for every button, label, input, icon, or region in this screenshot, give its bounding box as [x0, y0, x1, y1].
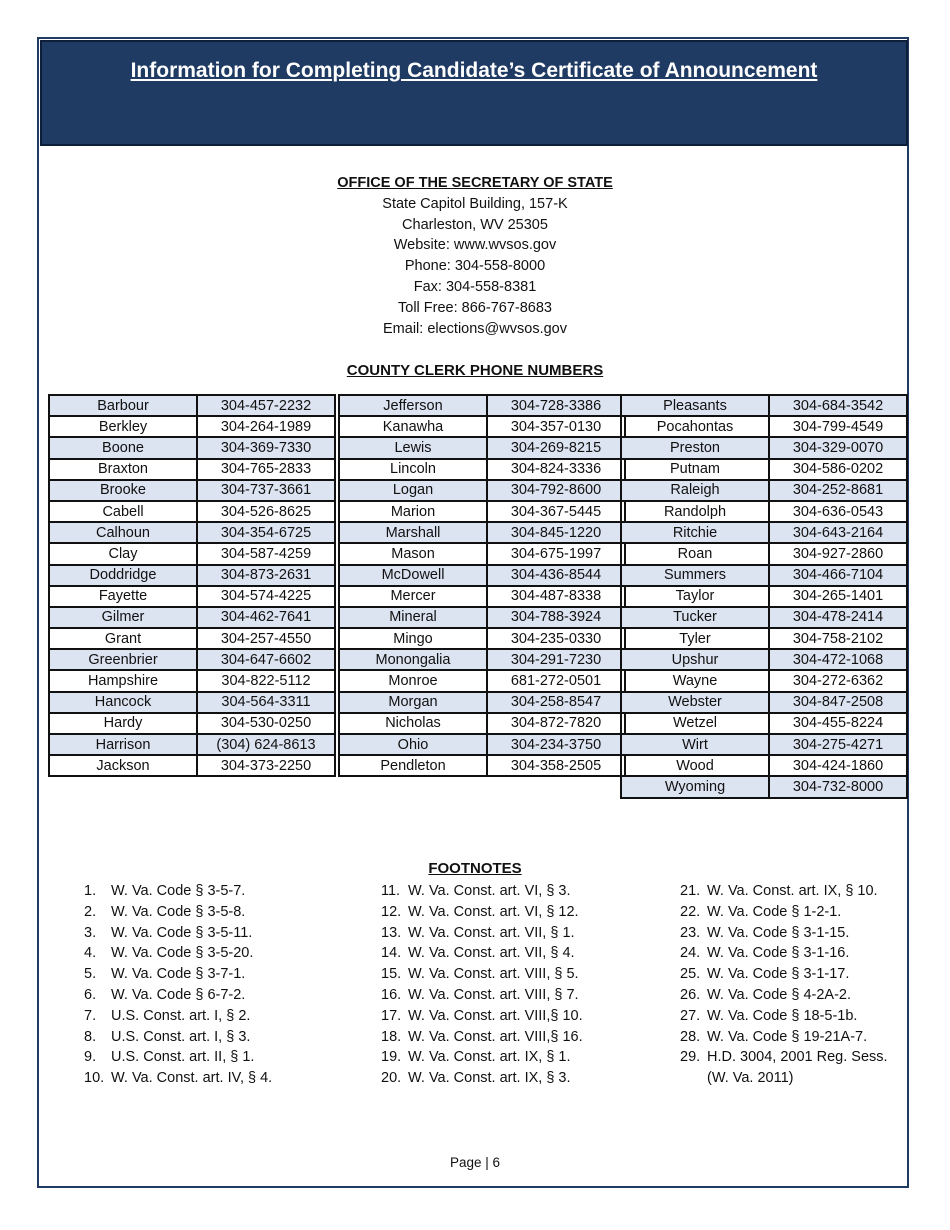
- county-name: Clay: [49, 543, 197, 564]
- county-row: [339, 755, 625, 776]
- county-name: Lincoln: [339, 459, 487, 480]
- county-row: [621, 692, 907, 713]
- footnote-number: 24.: [680, 945, 701, 962]
- county-phone: 304-257-4550: [197, 628, 335, 649]
- footnote-item: [680, 1006, 900, 1027]
- footnote-number: 29.: [680, 1049, 701, 1066]
- footnote-number: 3.: [84, 924, 97, 941]
- county-phone: 304-574-4225: [197, 586, 335, 607]
- county-phone: 304-788-3924: [487, 607, 625, 628]
- office-heading: OFFICE OF THE SECRETARY OF STATE: [337, 175, 613, 191]
- footnote-item: [680, 985, 900, 1006]
- county-phone: 304-252-8681: [769, 480, 907, 501]
- county-row: [49, 607, 335, 628]
- county-phone: 304-457-2232: [197, 395, 335, 416]
- county-row: [49, 755, 335, 776]
- county-clerk-heading: COUNTY CLERK PHONE NUMBERS: [346, 362, 604, 379]
- footnote-item: [680, 964, 900, 985]
- county-phone: 304-758-2102: [769, 628, 907, 649]
- county-row: [49, 713, 335, 734]
- county-row: [49, 437, 335, 458]
- county-name: Harrison: [49, 734, 197, 755]
- county-row: [621, 459, 907, 480]
- county-name: Morgan: [339, 692, 487, 713]
- county-row: [621, 480, 907, 501]
- county-name: Mason: [339, 543, 487, 564]
- county-row: [621, 649, 907, 670]
- footnote-number: 13.: [381, 924, 402, 941]
- footnote-number: 11.: [381, 883, 401, 899]
- footnote-number: 10.: [84, 1070, 105, 1087]
- county-row: [621, 670, 907, 691]
- footnotes-column-3: [680, 881, 900, 1089]
- footnote-item: [381, 1006, 583, 1027]
- county-row: [339, 501, 625, 522]
- footnote-text: W. Va. Code § 3-7-1.: [111, 966, 246, 983]
- county-phone: 304-455-8224: [769, 713, 907, 734]
- footnotes-column-1: [84, 881, 272, 1089]
- footnote-item: [381, 902, 583, 923]
- county-phone: 304-265-1401: [769, 586, 907, 607]
- county-row: [49, 565, 335, 586]
- county-row: [339, 416, 625, 437]
- county-phone: 304-264-1989: [197, 416, 335, 437]
- footnote-number: 4.: [84, 945, 97, 962]
- footnote-number: 2.: [84, 903, 97, 920]
- county-row: [49, 670, 335, 691]
- county-name: Marshall: [339, 522, 487, 543]
- county-phone: 304-822-5112: [197, 670, 335, 691]
- county-row: [339, 522, 625, 543]
- footnote-text: W. Va. Const. art. VI, § 12.: [408, 903, 579, 920]
- county-row: [621, 543, 907, 564]
- county-name: Wayne: [621, 670, 769, 691]
- footnote-item: [381, 881, 583, 902]
- county-name: McDowell: [339, 565, 487, 586]
- footnote-item: [680, 923, 900, 944]
- footnote-number: 6.: [84, 986, 97, 1003]
- county-name: Doddridge: [49, 565, 197, 586]
- footnote-item: [381, 923, 583, 944]
- county-row: [339, 607, 625, 628]
- footnote-text: W. Va. Const. art. VI, § 3.: [408, 883, 571, 899]
- footnote-number: 23.: [680, 924, 701, 941]
- county-name: Monongalia: [339, 649, 487, 670]
- county-phone: 304-436-8544: [487, 565, 625, 586]
- county-row: [621, 713, 907, 734]
- county-row: [339, 437, 625, 458]
- footnote-text: W. Va. Const. art. VIII, § 7.: [408, 986, 579, 1003]
- page-number: Page | 6: [449, 1155, 501, 1170]
- county-phone: 304-291-7230: [487, 649, 625, 670]
- county-name: Tucker: [621, 607, 769, 628]
- county-name: Webster: [621, 692, 769, 713]
- county-phone: 304-272-6362: [769, 670, 907, 691]
- footnote-number: 20.: [381, 1070, 402, 1087]
- county-name: Gilmer: [49, 607, 197, 628]
- county-row: [621, 586, 907, 607]
- footnote-item: [84, 1068, 272, 1089]
- county-phone: 304-424-1860: [769, 755, 907, 776]
- county-row: [49, 501, 335, 522]
- county-row: [621, 395, 907, 416]
- footnote-text: W. Va. Code § 3-5-20.: [111, 945, 254, 962]
- county-phone: 304-799-4549: [769, 416, 907, 437]
- footnote-text: W. Va. Code § 19-21A-7.: [707, 1028, 868, 1045]
- footnote-number: 28.: [680, 1028, 701, 1045]
- footnote-text: W. Va. Const. art. VIII,§ 10.: [408, 1007, 583, 1024]
- county-phone: 304-636-0543: [769, 501, 907, 522]
- county-phone: 304-530-0250: [197, 713, 335, 734]
- county-row: [621, 734, 907, 755]
- footnote-text: U.S. Const. art. I, § 3.: [111, 1028, 251, 1045]
- county-name: Grant: [49, 628, 197, 649]
- county-row: [49, 416, 335, 437]
- county-phone: 304-647-6602: [197, 649, 335, 670]
- footnote-item: [84, 943, 272, 964]
- county-clerk-table-3: [620, 394, 908, 799]
- footnote-number: 16.: [381, 986, 402, 1003]
- footnote-text: W. Va. Code § 1-2-1.: [707, 903, 842, 920]
- footnote-item: [680, 943, 900, 964]
- footnote-number: 26.: [680, 986, 701, 1003]
- county-name: Braxton: [49, 459, 197, 480]
- county-name: Lewis: [339, 437, 487, 458]
- office-email: Email: elections@wvsos.gov: [383, 320, 567, 337]
- footnote-number: 8.: [84, 1028, 97, 1045]
- secretary-of-state-contact: [0, 173, 950, 339]
- county-name: Calhoun: [49, 522, 197, 543]
- county-row: [49, 586, 335, 607]
- county-row: [49, 459, 335, 480]
- county-row: [621, 565, 907, 586]
- footnote-item: [381, 964, 583, 985]
- county-row: [339, 670, 625, 691]
- county-phone: 304-927-2860: [769, 543, 907, 564]
- county-name: Randolph: [621, 501, 769, 522]
- county-name: Tyler: [621, 628, 769, 649]
- page-title: Information for Completing Candidate’s Certificate of Announcement: [130, 59, 818, 82]
- footnote-item: [381, 1068, 583, 1089]
- county-name: Pleasants: [621, 395, 769, 416]
- county-row: [49, 692, 335, 713]
- county-phone: 304-824-3336: [487, 459, 625, 480]
- county-phone: 304-275-4271: [769, 734, 907, 755]
- county-row: [339, 692, 625, 713]
- footnote-number: 9.: [84, 1049, 97, 1066]
- county-phone: 304-466-7104: [769, 565, 907, 586]
- footnote-number: 15.: [381, 966, 402, 983]
- footnote-text: W. Va. Const. art. IV, § 4.: [111, 1070, 273, 1087]
- footnote-text: W. Va. Const. art. VII, § 4.: [408, 945, 575, 962]
- county-row: [621, 522, 907, 543]
- county-row: [339, 459, 625, 480]
- footnotes-column-2: [381, 881, 583, 1089]
- county-row: [339, 713, 625, 734]
- county-name: Raleigh: [621, 480, 769, 501]
- county-phone: 304-369-7330: [197, 437, 335, 458]
- footnote-item: [84, 1047, 272, 1068]
- county-phone: (304) 624-8613: [197, 734, 335, 755]
- county-name: Upshur: [621, 649, 769, 670]
- county-row: [339, 480, 625, 501]
- county-row: [339, 628, 625, 649]
- county-name: Fayette: [49, 586, 197, 607]
- county-name: Berkley: [49, 416, 197, 437]
- footnote-text: W. Va. Const. art. VIII, § 5.: [408, 966, 579, 983]
- footnote-item: [680, 1047, 900, 1089]
- footnote-number: 22.: [680, 903, 701, 920]
- footnote-text: W. Va. Const. art. VIII,§ 16.: [408, 1028, 583, 1045]
- county-name: Wetzel: [621, 713, 769, 734]
- office-website: Website: www.wvsos.gov: [393, 237, 557, 254]
- county-name: Nicholas: [339, 713, 487, 734]
- footnote-item: [84, 881, 272, 902]
- county-phone: 304-354-6725: [197, 522, 335, 543]
- footnote-item: [381, 1047, 583, 1068]
- county-phone: 304-643-2164: [769, 522, 907, 543]
- county-clerk-table-2: [338, 394, 626, 777]
- county-name: Kanawha: [339, 416, 487, 437]
- county-row: [621, 501, 907, 522]
- footnote-item: [381, 1027, 583, 1048]
- county-phone: 304-728-3386: [487, 395, 625, 416]
- county-row: [621, 776, 907, 797]
- footnote-item: [381, 985, 583, 1006]
- county-phone: 304-472-1068: [769, 649, 907, 670]
- county-name: Cabell: [49, 501, 197, 522]
- footnote-item: [680, 902, 900, 923]
- footnote-number: 5.: [84, 966, 97, 983]
- county-phone: 304-586-0202: [769, 459, 907, 480]
- county-row: [49, 522, 335, 543]
- footnote-number: 7.: [84, 1007, 97, 1024]
- office-city-line: Charleston, WV 25305: [402, 216, 548, 233]
- footnote-text: W. Va. Code § 3-1-16.: [707, 945, 850, 962]
- county-phone: 304-765-2833: [197, 459, 335, 480]
- county-row: [339, 395, 625, 416]
- county-row: [339, 565, 625, 586]
- footnote-text: W. Va. Code § 3-1-15.: [707, 924, 850, 941]
- county-row: [621, 628, 907, 649]
- footnote-text: W. Va. Const. art. IX, § 3.: [408, 1070, 571, 1087]
- county-row: [49, 395, 335, 416]
- county-row: [621, 607, 907, 628]
- office-fax: Fax: 304-558-8381: [413, 278, 537, 295]
- footnotes-heading: FOOTNOTES: [428, 860, 522, 877]
- county-phone: 304-478-2414: [769, 607, 907, 628]
- county-name: Putnam: [621, 459, 769, 480]
- footnote-item: [84, 902, 272, 923]
- county-name: Wood: [621, 755, 769, 776]
- footnote-item: [680, 1027, 900, 1048]
- county-phone: 304-845-1220: [487, 522, 625, 543]
- county-phone: 304-234-3750: [487, 734, 625, 755]
- county-phone: 304-732-8000: [769, 776, 907, 797]
- county-name: Mineral: [339, 607, 487, 628]
- county-name: Logan: [339, 480, 487, 501]
- office-toll-free: Toll Free: 866-767-8683: [398, 299, 552, 316]
- county-phone: 304-526-8625: [197, 501, 335, 522]
- header-banner: [40, 40, 908, 146]
- footnote-item: [84, 1006, 272, 1027]
- footnote-number: 21.: [680, 883, 701, 899]
- county-row: [339, 586, 625, 607]
- county-phone: 304-847-2508: [769, 692, 907, 713]
- county-row: [339, 649, 625, 670]
- county-name: Hancock: [49, 692, 197, 713]
- county-name: Wirt: [621, 734, 769, 755]
- county-phone: 304-675-1997: [487, 543, 625, 564]
- footnote-item: [381, 943, 583, 964]
- county-phone: 681-272-0501: [487, 670, 625, 691]
- county-name: Boone: [49, 437, 197, 458]
- county-name: Wyoming: [621, 776, 769, 797]
- county-row: [621, 437, 907, 458]
- county-phone: 304-258-8547: [487, 692, 625, 713]
- county-name: Ritchie: [621, 522, 769, 543]
- county-name: Preston: [621, 437, 769, 458]
- county-phone: 304-873-2631: [197, 565, 335, 586]
- county-name: Taylor: [621, 586, 769, 607]
- office-address-line: State Capitol Building, 157-K: [382, 195, 568, 212]
- footnote-item: [84, 964, 272, 985]
- county-name: Jackson: [49, 755, 197, 776]
- footnote-number: 18.: [381, 1028, 402, 1045]
- county-clerk-table-1: [48, 394, 336, 777]
- county-phone: 304-684-3542: [769, 395, 907, 416]
- county-phone: 304-357-0130: [487, 416, 625, 437]
- office-phone: Phone: 304-558-8000: [404, 258, 546, 275]
- county-row: [49, 649, 335, 670]
- footnote-number: 1.: [84, 883, 97, 899]
- county-phone: 304-564-3311: [197, 692, 335, 713]
- county-row: [621, 416, 907, 437]
- footnote-text: W. Va. Code § 3-1-17.: [707, 966, 850, 983]
- county-phone: 304-329-0070: [769, 437, 907, 458]
- county-phone: 304-792-8600: [487, 480, 625, 501]
- footnote-text: W. Va. Code § 3-5-8.: [111, 903, 246, 920]
- county-phone: 304-487-8338: [487, 586, 625, 607]
- county-phone: 304-367-5445: [487, 501, 625, 522]
- county-name: Barbour: [49, 395, 197, 416]
- footnote-item: [84, 1027, 272, 1048]
- county-phone: 304-269-8215: [487, 437, 625, 458]
- footnote-text: W. Va. Const. art. IX, § 10.: [707, 883, 878, 899]
- footnote-number: 14.: [381, 945, 402, 962]
- county-phone: 304-587-4259: [197, 543, 335, 564]
- footnote-text: W. Va. Code § 3-5-11.: [111, 924, 253, 941]
- footnote-text: W. Va. Code § 6-7-2.: [111, 986, 246, 1003]
- footnote-text: W. Va. Code § 4-2A-2.: [707, 986, 851, 1003]
- county-name: Pendleton: [339, 755, 487, 776]
- county-phone: 304-358-2505: [487, 755, 625, 776]
- county-name: Mingo: [339, 628, 487, 649]
- county-name: Roan: [621, 543, 769, 564]
- county-phone: 304-462-7641: [197, 607, 335, 628]
- footnote-number: 12.: [381, 903, 402, 920]
- county-row: [49, 480, 335, 501]
- county-name: Mercer: [339, 586, 487, 607]
- county-phone: 304-872-7820: [487, 713, 625, 734]
- footnote-item: [84, 985, 272, 1006]
- county-phone: 304-373-2250: [197, 755, 335, 776]
- county-row: [621, 755, 907, 776]
- footnote-number: 19.: [381, 1049, 402, 1066]
- county-phone: 304-737-3661: [197, 480, 335, 501]
- county-row: [49, 543, 335, 564]
- county-row: [339, 543, 625, 564]
- footnote-item: [680, 881, 900, 902]
- footnote-text: W. Va. Code § 3-5-7.: [111, 883, 246, 899]
- county-name: Summers: [621, 565, 769, 586]
- county-name: Ohio: [339, 734, 487, 755]
- footnote-text: H.D. 3004, 2001 Reg. Sess. (W. Va. 2011): [707, 1049, 888, 1087]
- footnote-number: 27.: [680, 1007, 701, 1024]
- county-name: Greenbrier: [49, 649, 197, 670]
- footnote-text: U.S. Const. art. I, § 2.: [111, 1007, 251, 1024]
- county-row: [49, 628, 335, 649]
- footnote-text: W. Va. Code § 18-5-1b.: [707, 1007, 858, 1024]
- footnote-text: U.S. Const. art. II, § 1.: [111, 1049, 255, 1066]
- footnote-text: W. Va. Const. art. IX, § 1.: [408, 1049, 571, 1066]
- county-name: Jefferson: [339, 395, 487, 416]
- county-name: Pocahontas: [621, 416, 769, 437]
- county-name: Monroe: [339, 670, 487, 691]
- footnote-item: [84, 923, 272, 944]
- county-row: [339, 734, 625, 755]
- county-phone: 304-235-0330: [487, 628, 625, 649]
- county-name: Hampshire: [49, 670, 197, 691]
- county-row: [49, 734, 335, 755]
- footnote-number: 17.: [381, 1007, 402, 1024]
- county-name: Brooke: [49, 480, 197, 501]
- footnote-number: 25.: [680, 966, 701, 983]
- county-name: Hardy: [49, 713, 197, 734]
- footnote-text: W. Va. Const. art. VII, § 1.: [408, 924, 575, 941]
- county-name: Marion: [339, 501, 487, 522]
